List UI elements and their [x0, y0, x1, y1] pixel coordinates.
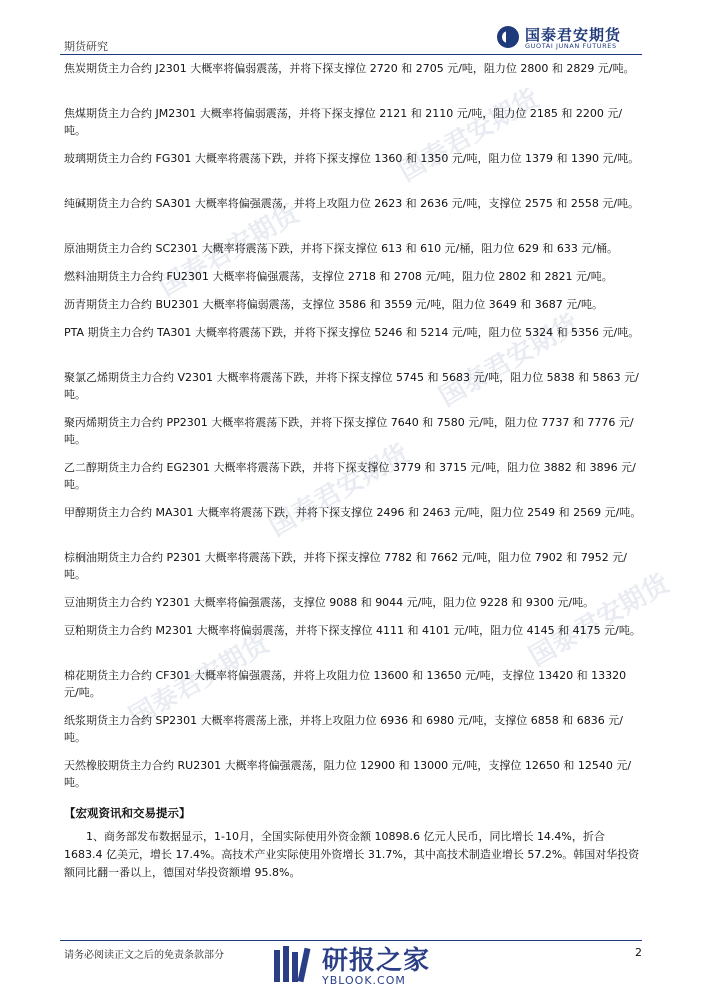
background-watermark: 国泰君安期货 [154, 198, 305, 303]
forecast-item-ta: PTA 期货主力合约 TA301 大概率将震荡下跌，并将下探支撑位 5246 和 5214 元/吨，阻力位 5324 和 5356 元/吨。 [64, 326, 640, 339]
background-watermark: 国泰君安期货 [524, 568, 675, 673]
forecast-item-jm: 焦煤期货主力合约 JM2301 大概率将偏弱震荡，并将下探支撑位 2121 和 2110 元/吨，阻力位 2185 和 2200 元/吨。 [64, 107, 623, 137]
forecast-item-pp: 聚丙烯期货主力合约 PP2301 大概率将震荡下跌，并将下探支撑位 7640 和 7580 元/吨，阻力位 7737 和 7776 元/吨。 [64, 416, 634, 446]
forecast-item-bu: 沥青期货主力合约 BU2301 大概率将偏弱震荡，支撑位 3586 和 3559 元/吨，阻力位 3649 和 3687 元/吨。 [64, 298, 603, 311]
page-number: 2 [635, 946, 642, 959]
macro-paragraph: 1、商务部发布数据显示，1-10月，全国实际使用外资金额 10898.6 亿元人民币，同比增长 14.4%，折合 1683.4 亿美元，增长 17.4%。高技术产业实际使用外资增长 31.7%，其中高技术制造业增长 57.2%。韩国对华投资额同比翻一番以上，德国对华投资额增 95.8%。 [64, 830, 640, 879]
background-watermark: 国泰君安期货 [394, 83, 545, 188]
forecast-item-sp: 纸浆期货主力合约 SP2301 大概率将震荡上涨，并将上攻阻力位 6936 和 6980 元/吨，支撑位 6858 和 6836 元/吨。 [64, 714, 623, 744]
forecast-item-sa: 纯碱期货主力合约 SA301 大概率将偏强震荡，并将上攻阻力位 2623 和 2636 元/吨，支撑位 2575 和 2558 元/吨。 [64, 197, 640, 210]
forecast-item-m: 豆粕期货主力合约 M2301 大概率将偏弱震荡，并将下探支撑位 4111 和 4101 元/吨，阻力位 4145 和 4175 元/吨。 [64, 624, 641, 637]
logo-text-en: GUOTAI JUNAN FUTURES [525, 42, 617, 50]
forecast-item-j: 焦炭期货主力合约 J2301 大概率将偏弱震荡，并将下探支撑位 2720 和 2705 元/吨，阻力位 2800 和 2829 元/吨。 [64, 62, 635, 75]
forecast-item-ru: 天然橡胶期货主力合约 RU2301 大概率将偏强震荡，阻力位 12900 和 13000 元/吨，支撑位 12650 和 12540 元/吨。 [64, 759, 632, 789]
forecast-item-fg: 玻璃期货主力合约 FG301 大概率将震荡下跌，并将下探支撑位 1360 和 1350 元/吨，阻力位 1379 和 1390 元/吨。 [64, 152, 640, 165]
logo-mark-icon [497, 26, 519, 48]
forecast-item-y: 豆油期货主力合约 Y2301 大概率将偏强震荡，支撑位 9088 和 9044 元/吨，阻力位 9228 和 9300 元/吨。 [64, 596, 595, 609]
forecast-item-v: 聚氯乙烯期货主力合约 V2301 大概率将震荡下跌，并将下探支撑位 5745 和 5683 元/吨，阻力位 5838 和 5863 元/吨。 [64, 371, 639, 401]
forecast-item-eg: 乙二醇期货主力合约 EG2301 大概率将震荡下跌，并将下探支撑位 3779 和 3715 元/吨，阻力位 3882 和 3896 元/吨。 [64, 461, 636, 491]
header-divider [60, 54, 642, 55]
disclaimer-note: 请务必阅读正文之后的免责条款部分 [64, 950, 224, 961]
background-watermark: 国泰君安期货 [434, 308, 585, 413]
background-watermark: 国泰君安期货 [264, 438, 415, 543]
forecast-list [64, 60, 644, 791]
bookshelf-icon [272, 942, 316, 986]
forecast-item-ma: 甲醇期货主力合约 MA301 大概率将震荡下跌，并将下探支撑位 2496 和 2463 元/吨，阻力位 2549 和 2569 元/吨。 [64, 506, 642, 519]
page-header [0, 0, 702, 56]
forecast-item-cf: 棉花期货主力合约 CF301 大概率将偏强震荡，并将上攻阻力位 13600 和 13650 元/吨，支撑位 13420 和 13320 元/吨。 [64, 669, 627, 699]
site-watermark-cn: 研报之家 [322, 946, 431, 976]
forecast-item-sc: 原油期货主力合约 SC2301 大概率将震荡下跌，并将下探支撑位 613 和 610 元/桶，阻力位 629 和 633 元/桶。 [64, 242, 619, 255]
macro-section-title: 【宏观资讯和交易提示】 [64, 806, 191, 820]
background-watermark: 国泰君安期货 [124, 628, 275, 733]
site-watermark-en: YBLOOK.COM [322, 974, 406, 987]
company-logo [497, 24, 647, 52]
site-watermark [272, 938, 462, 992]
logo-text-cn: 国泰君安期货 [525, 26, 622, 44]
forecast-item-p: 棕榈油期货主力合约 P2301 大概率将震荡下跌，并将下探支撑位 7782 和 7662 元/吨，阻力位 7902 和 7952 元/吨。 [64, 551, 627, 581]
forecast-item-fu: 燃料油期货主力合约 FU2301 大概率将偏强震荡，支撑位 2718 和 2708 元/吨，阻力位 2802 和 2821 元/吨。 [64, 270, 613, 283]
header-title: 期货研究 [64, 40, 108, 53]
